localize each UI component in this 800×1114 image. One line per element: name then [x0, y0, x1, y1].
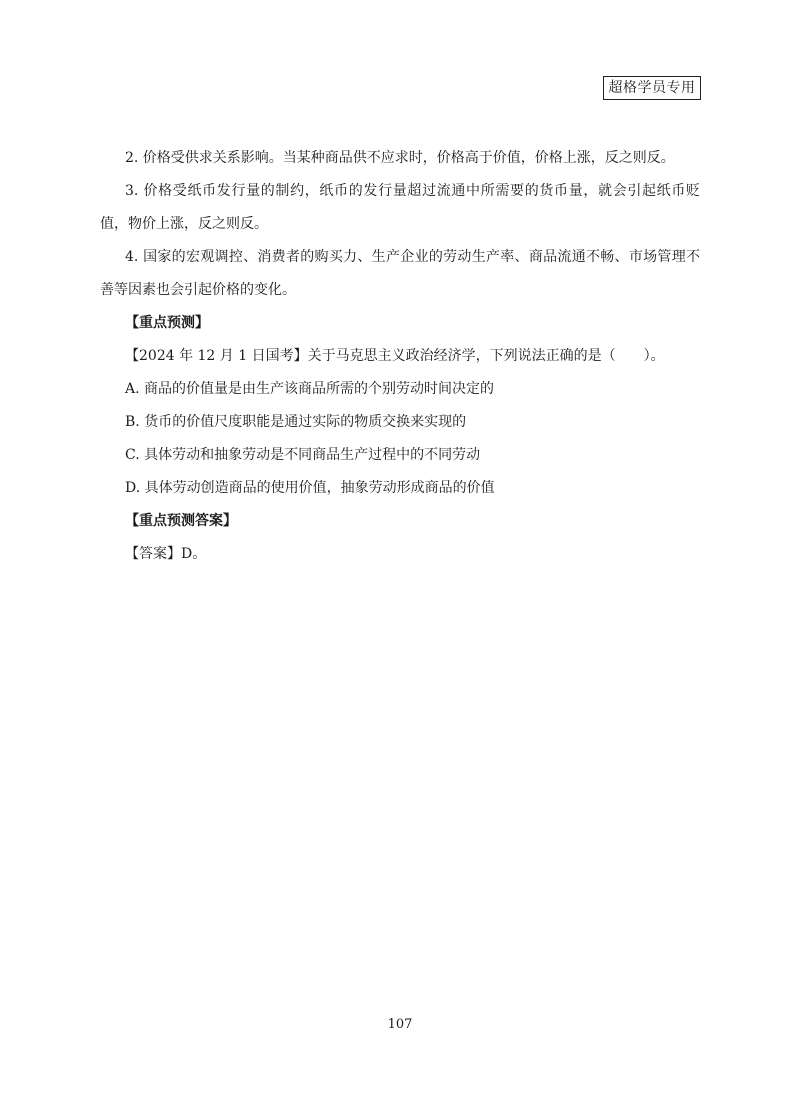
heading-forecast-answer: 【重点预测答案】 [125, 513, 237, 529]
paragraph-currency-issuance: 3. 价格受纸币发行量的制约，纸币的发行量超过流通中所需要的货币量，就会引起纸币贬值，物价上涨，反之则反。 [100, 183, 700, 232]
answer-text: 【答案】D。 [125, 546, 207, 562]
paragraph-other-factors: 4. 国家的宏观调控、消费者的购买力、生产企业的劳动生产率、商品流通不畅、市场管理不善等因素也会引起价格的变化。 [100, 249, 700, 298]
option-d: D. 具体劳动创造商品的使用价值，抽象劳动形成商品的价值 [125, 480, 495, 496]
heading-key-forecast: 【重点预测】 [125, 315, 209, 331]
option-a: A. 商品的价值量是由生产该商品所需的个别劳动时间决定的 [125, 381, 495, 397]
header-badge: 超格学员专用 [603, 76, 701, 100]
document-body [100, 142, 700, 571]
option-c: C. 具体劳动和抽象劳动是不同商品生产过程中的不同劳动 [125, 447, 481, 463]
page-number: 107 [387, 1017, 413, 1032]
question-text: 【2024 年 12 月 1 日国考】关于马克思主义政治经济学，下列说法正确的是（ ）。 [125, 348, 665, 364]
paragraph-supply-demand: 2. 价格受供求关系影响。当某种商品供不应求时，价格高于价值，价格上涨，反之则反。 [125, 150, 675, 166]
option-b: B. 货币的价值尺度职能是通过实际的物质交换来实现的 [125, 414, 467, 430]
